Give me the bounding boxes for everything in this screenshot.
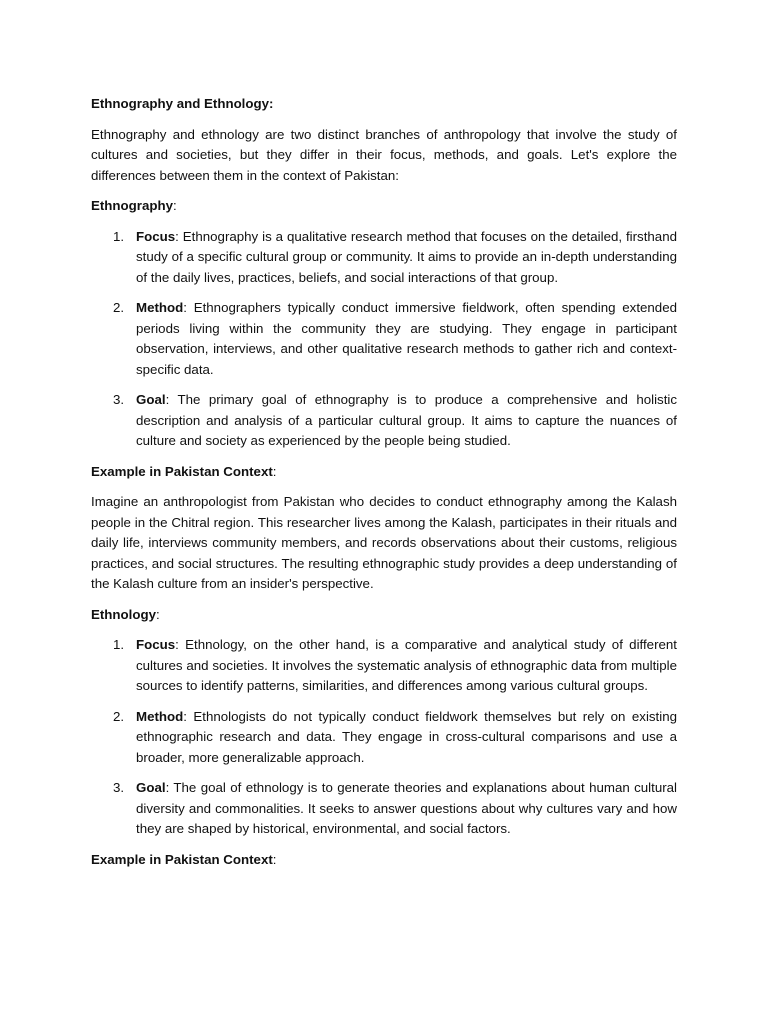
list-item-text: : The primary goal of ethnography is to produce a comprehensive and holistic description and analysis of a particular cultural group. It aims to capture the nuances of culture and society as experienced by the people being studied.: [136, 392, 677, 448]
list-item-text: : Ethnology, on the other hand, is a comparative and analytical study of different cultures and societies. It involves the systematic analysis of ethnographic data from multiple sources to identify patterns, similarities, and differences among various cultural groups.: [136, 637, 677, 693]
list-item-number: 3.: [113, 392, 125, 407]
ethnology-example-heading: [91, 850, 677, 871]
list-item: [91, 635, 677, 697]
document-page: [91, 94, 677, 880]
list-item-text: : Ethnologists do not typically conduct fieldwork themselves but rely on existing ethnographic research and data. They engage in cross-cultural comparisons and use a broader, more generalizable approach.: [136, 708, 677, 765]
list-item-number: 2.: [113, 300, 125, 315]
list-item-term: Goal: [136, 780, 166, 795]
list-item: [91, 707, 677, 769]
ethnology-heading: [91, 605, 677, 626]
list-item-term: Focus: [136, 637, 176, 652]
intro-paragraph: Ethnography and ethnology are two distinct branches of anthropology that involve the study of cultures and societies, but they differ in their focus, methods, and goals. Let's explore the differences between them in the context of Pakistan:: [91, 126, 677, 183]
ethnography-example-heading-colon: :: [272, 463, 277, 479]
ethnology-example-heading-text: Example in Pakistan Context: [91, 851, 273, 867]
ethnology-example-heading-colon: :: [272, 851, 277, 867]
list-item-term: Focus: [136, 228, 176, 244]
list-item-text: : Ethnography is a qualitative research method that focuses on the detailed, firsthand study of a specific cultural group or community. It aims to provide an in-depth understanding of the daily lives, practices, beliefs, and social interactions of that group.: [136, 228, 677, 285]
list-item: [91, 227, 677, 289]
ethnology-heading-colon: :: [156, 606, 160, 622]
list-item-text: : The goal of ethnology is to generate theories and explanations about human cultural diversity and commonalities. It seeks to answer questions about why cultures vary and how they are shaped by historical, environmental, and social factors.: [136, 780, 677, 836]
ethnography-example-heading: [91, 462, 677, 483]
list-item-number: 2.: [113, 708, 125, 724]
ethnography-heading: [91, 196, 677, 217]
list-item-term: Method: [136, 708, 184, 724]
document-title: Ethnography and Ethnology:: [91, 96, 274, 111]
list-item-number: 1.: [113, 637, 125, 652]
ethnography-heading-text: Ethnography: [91, 198, 173, 213]
list-item: [91, 298, 677, 380]
list-item-text: : Ethnographers typically conduct immersive fieldwork, often spending extended periods living within the community they are studying. They engage in participant observation, interviews, and other qualitative research methods to gather rich and context-specific data.: [136, 300, 677, 377]
ethnography-example-heading-text: Example in Pakistan Context: [91, 463, 273, 479]
list-item-number: 1.: [113, 228, 125, 244]
ethnology-heading-text: Ethnology: [91, 606, 156, 622]
list-item: [91, 390, 677, 452]
list-item-term: Method: [136, 300, 184, 315]
ethnology-list: [91, 635, 677, 840]
list-item-number: 3.: [113, 780, 125, 795]
list-item-term: Goal: [136, 392, 166, 407]
list-item: [91, 778, 677, 840]
ethnography-example-paragraph: Imagine an anthropologist from Pakistan who decides to conduct ethnography among the Kalash people in the Chitral region. This researcher lives among the Kalash, participates in their rituals and daily life, interviews community members, and records observations about their customs, religious practices, and social structures. The resulting ethnographic study provides a deep understanding of the Kalash culture from an insider's perspective.: [91, 494, 677, 591]
ethnography-list: [91, 227, 677, 452]
ethnography-heading-colon: :: [173, 198, 177, 213]
